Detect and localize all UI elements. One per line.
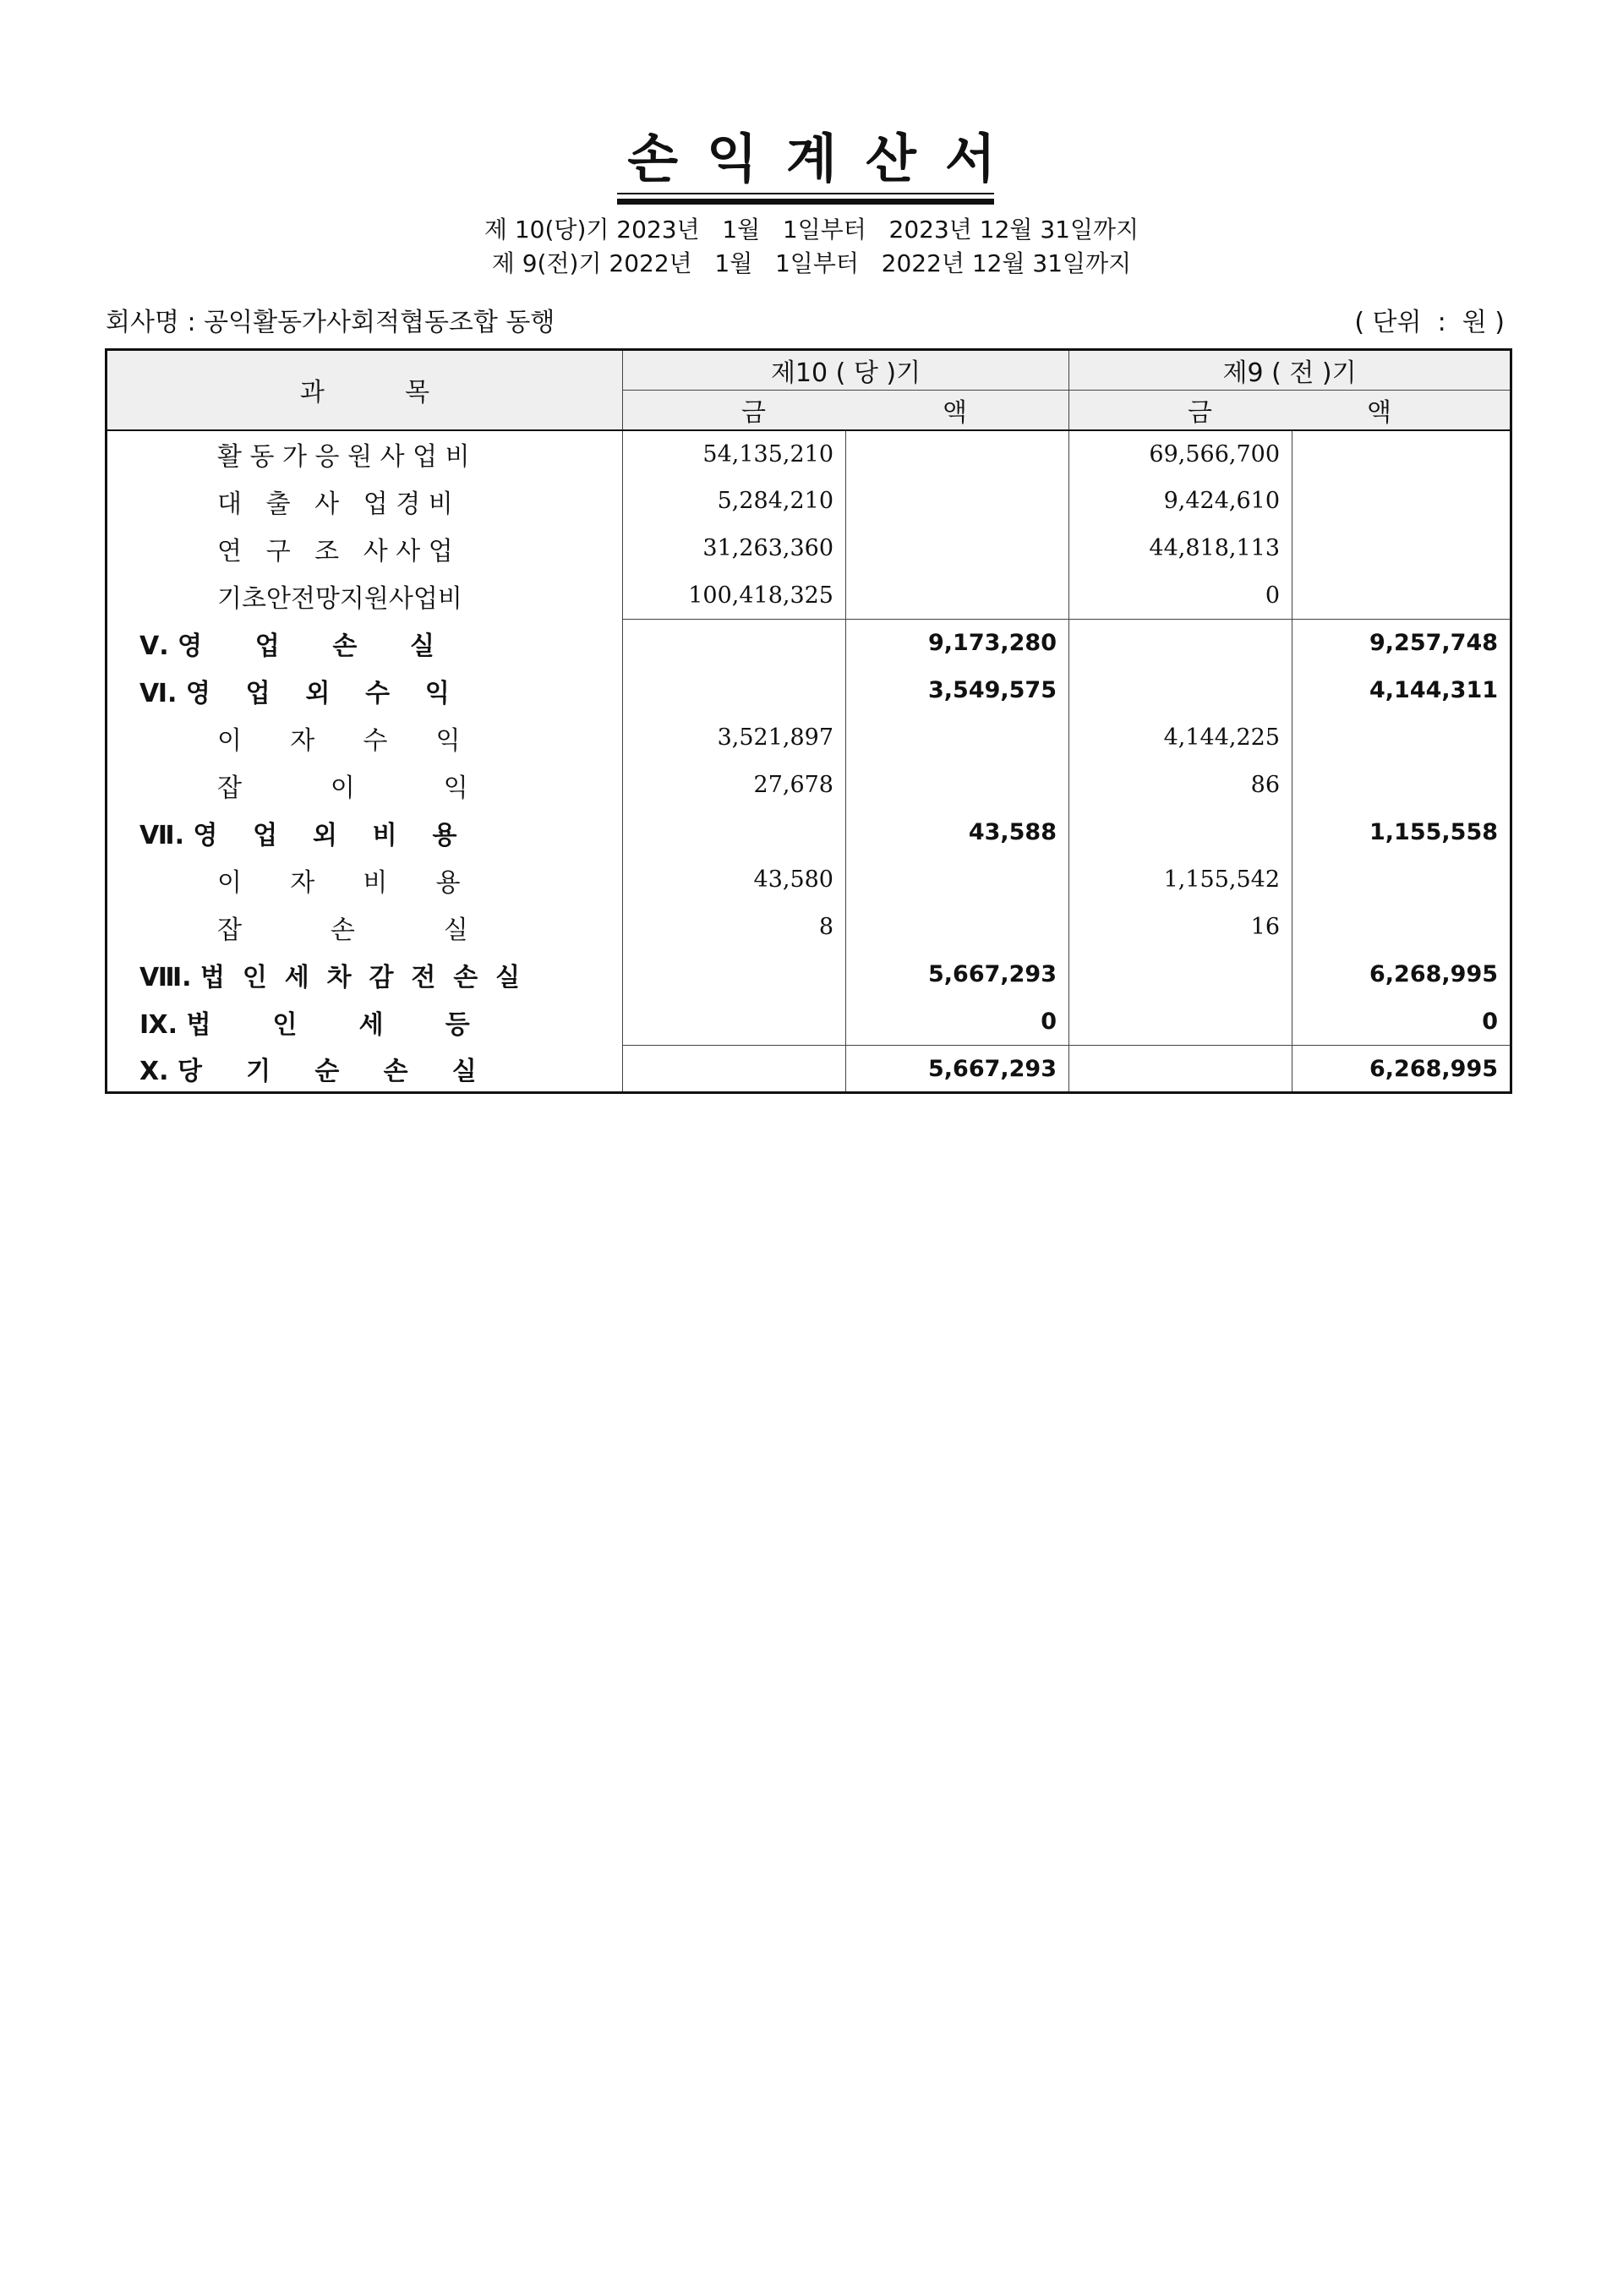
prior-detail-amount: 4,144,225 xyxy=(1069,714,1292,762)
current-detail-amount: 27,678 xyxy=(623,762,846,809)
table-row xyxy=(107,1046,1511,1093)
current-detail-amount: 54,135,210 xyxy=(623,430,846,478)
prior-detail-amount: 16 xyxy=(1069,904,1292,951)
current-detail-amount: 100,418,325 xyxy=(623,572,846,620)
account-label: 대 출 사 업 경 비 xyxy=(107,478,623,525)
account-label: Ⅴ. 영 업 손 실 xyxy=(107,620,623,667)
prior-total-amount xyxy=(1292,762,1511,809)
current-detail-amount: 3,521,897 xyxy=(623,714,846,762)
current-total-amount xyxy=(846,714,1069,762)
current-detail-amount xyxy=(623,1046,846,1093)
current-total-amount: 5,667,293 xyxy=(846,951,1069,998)
prior-detail-amount xyxy=(1069,667,1292,714)
title-underline-thin xyxy=(617,193,994,194)
period-current: 제 10(당)기 2023년 1월 1일부터 2023년 12월 31일까지 xyxy=(484,216,1139,243)
current-total-amount: 5,667,293 xyxy=(846,1046,1069,1093)
prior-detail-amount: 9,424,610 xyxy=(1069,478,1292,525)
prior-detail-amount xyxy=(1069,620,1292,667)
company-name: 회사명 : 공익활동가사회적협동조합 동행 xyxy=(106,308,555,337)
prior-detail-amount xyxy=(1069,998,1292,1046)
table-row xyxy=(107,856,1511,904)
prior-detail-amount: 0 xyxy=(1069,572,1292,620)
prior-total-amount: 1,155,558 xyxy=(1369,819,1499,845)
prior-total-amount: 6,268,995 xyxy=(1292,1046,1511,1093)
account-label: 잡 이 익 xyxy=(107,762,623,809)
current-detail-amount xyxy=(623,620,846,667)
account-label: 이 자 수 익 xyxy=(107,714,623,762)
amount-header-left: 금 xyxy=(1188,397,1212,428)
table-row xyxy=(107,430,1511,478)
table-row xyxy=(107,572,1511,620)
current-period-header: 제10 ( 당 )기 xyxy=(623,350,1069,391)
prior-total-amount: 0 xyxy=(1482,1008,1499,1035)
current-total-amount: 9,173,280 xyxy=(846,620,1069,667)
prior-detail-amount xyxy=(1069,1046,1292,1093)
prior-total-amount xyxy=(1292,904,1511,951)
prior-total-amount xyxy=(1292,856,1511,904)
current-detail-amount: 31,263,360 xyxy=(623,525,846,572)
table-row xyxy=(107,620,1511,667)
current-total-amount xyxy=(846,762,1069,809)
title-underline-thick xyxy=(617,199,994,205)
current-total-amount: 43,588 xyxy=(846,809,1069,856)
current-total-amount xyxy=(846,856,1069,904)
prior-total-amount: 6,268,995 xyxy=(1369,961,1499,987)
document-title: 손익계산서 xyxy=(627,128,1025,189)
current-total-amount xyxy=(846,525,1069,572)
table-row xyxy=(107,809,1511,856)
account-label: Ⅵ. 영 업 외 수 익 xyxy=(107,667,623,714)
table-row xyxy=(107,478,1511,525)
current-detail-amount xyxy=(623,951,846,998)
prior-detail-amount: 86 xyxy=(1069,762,1292,809)
account-label: 이 자 비 용 xyxy=(107,856,623,904)
current-detail-amount: 43,580 xyxy=(623,856,846,904)
account-label: Ⅸ. 법 인 세 등 xyxy=(107,998,623,1046)
prior-total-amount xyxy=(1292,572,1511,620)
current-detail-amount: 5,284,210 xyxy=(623,478,846,525)
current-total-amount: 3,549,575 xyxy=(846,667,1069,714)
table-row xyxy=(107,762,1511,809)
unit-label: ( 단위 : 원 ) xyxy=(1354,308,1505,337)
current-detail-amount: 8 xyxy=(623,904,846,951)
current-amount-header xyxy=(623,391,1069,430)
account-label: 잡 손 실 xyxy=(107,904,623,951)
prior-total-amount: 4,144,311 xyxy=(1369,677,1499,703)
prior-detail-amount xyxy=(1069,809,1292,856)
current-total-amount xyxy=(846,430,1069,478)
account-label: 기초안전망지원사업비 xyxy=(107,572,623,620)
prior-detail-amount: 1,155,542 xyxy=(1069,856,1292,904)
amount-header-right: 액 xyxy=(1367,397,1392,428)
prior-period-header: 제9 ( 전 )기 xyxy=(1069,350,1511,391)
prior-total-amount xyxy=(1292,714,1511,762)
current-total-amount xyxy=(846,572,1069,620)
table-row xyxy=(107,525,1511,572)
current-total-amount xyxy=(846,904,1069,951)
current-total-amount xyxy=(846,478,1069,525)
table-row xyxy=(107,667,1511,714)
prior-amount-header xyxy=(1069,391,1511,430)
prior-detail-amount xyxy=(1069,951,1292,998)
table-row xyxy=(107,951,1511,998)
account-label: Ⅹ. 당 기 순 손 실 xyxy=(107,1046,623,1093)
subject-header: 과 목 xyxy=(107,350,623,430)
prior-total-amount xyxy=(1292,478,1511,525)
prior-detail-amount: 69,566,700 xyxy=(1069,430,1292,478)
current-total-amount: 0 xyxy=(846,998,1069,1046)
current-detail-amount xyxy=(623,998,846,1046)
amount-header-right: 액 xyxy=(943,397,968,428)
table-row xyxy=(107,998,1511,1046)
period-prior: 제 9(전)기 2022년 1월 1일부터 2022년 12월 31일까지 xyxy=(491,249,1132,277)
prior-detail-amount: 44,818,113 xyxy=(1069,525,1292,572)
table-row xyxy=(107,904,1511,951)
account-label: 연 구 조 사 사 업 xyxy=(107,525,623,572)
prior-total-amount: 9,257,748 xyxy=(1292,620,1511,667)
account-label: 활 동 가 응 원 사 업 비 xyxy=(107,430,623,478)
prior-total-amount xyxy=(1292,430,1511,478)
account-label: Ⅶ. 영 업 외 비 용 xyxy=(107,809,623,856)
table-row xyxy=(107,714,1511,762)
prior-total-amount xyxy=(1292,525,1511,572)
account-label: Ⅷ. 법 인 세 차 감 전 손 실 xyxy=(107,951,623,998)
current-detail-amount xyxy=(623,809,846,856)
income-statement-table xyxy=(105,348,1512,1094)
current-detail-amount xyxy=(623,667,846,714)
amount-header-left: 금 xyxy=(741,397,766,428)
